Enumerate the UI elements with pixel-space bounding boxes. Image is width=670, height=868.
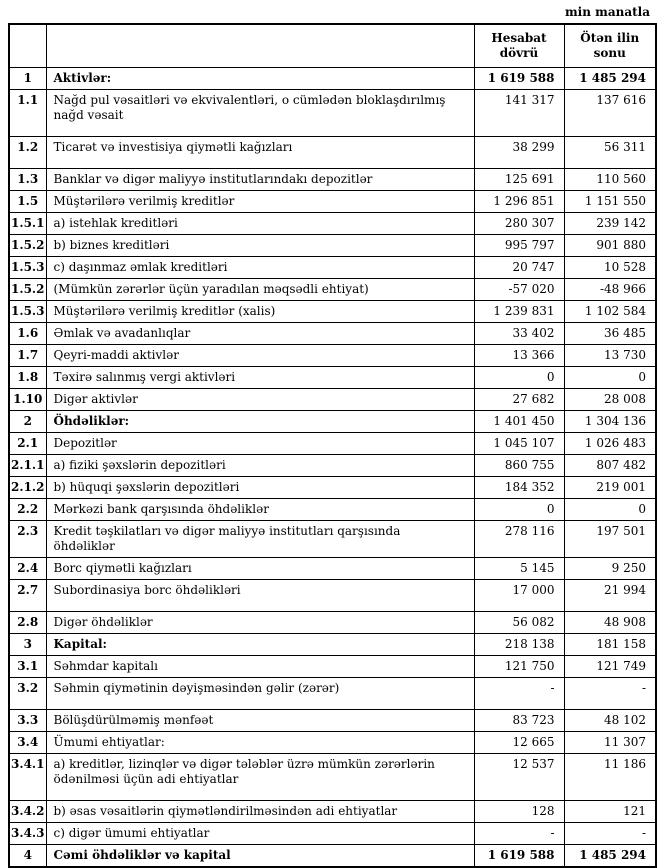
row-number: 3.3 — [9, 709, 46, 731]
row-number: 4 — [9, 844, 46, 867]
row-number: 3 — [9, 633, 46, 655]
row-value-previous-year: 239 142 — [564, 212, 656, 234]
table-row — [9, 655, 656, 677]
row-value-current-period: 0 — [474, 366, 564, 388]
row-value-previous-year: 0 — [564, 366, 656, 388]
row-value-previous-year: 219 001 — [564, 476, 656, 498]
table-row — [9, 344, 656, 366]
row-label: Müştərilərə verilmiş kreditlər (xalis) — [46, 300, 474, 322]
row-number: 1.5.3 — [9, 256, 46, 278]
row-label: a) kreditlər, lizinqlər və digər tələblər üzrə mümkün zərərlərin ödənilməsi üçün adi ehtiyatlar — [46, 753, 474, 800]
table-row — [9, 844, 656, 867]
row-label: Mərkəzi bank qarşısında öhdəliklər — [46, 498, 474, 520]
row-value-previous-year: 0 — [564, 498, 656, 520]
row-value-current-period: 1 296 851 — [474, 190, 564, 212]
row-number: 1.5.3 — [9, 300, 46, 322]
row-number: 1.5.1 — [9, 212, 46, 234]
row-value-previous-year: 121 749 — [564, 655, 656, 677]
balance-sheet-table — [8, 23, 657, 868]
row-label: Qeyri-maddi aktivlər — [46, 344, 474, 366]
row-number: 1.6 — [9, 322, 46, 344]
row-number: 1.7 — [9, 344, 46, 366]
row-label: Digər öhdəliklər — [46, 611, 474, 633]
table-row — [9, 212, 656, 234]
table-row — [9, 432, 656, 454]
row-label: Digər aktivlər — [46, 388, 474, 410]
row-number: 1.1 — [9, 89, 46, 136]
table-body — [9, 67, 656, 867]
table-row — [9, 611, 656, 633]
row-value-previous-year: 11 307 — [564, 731, 656, 753]
row-value-current-period: 1 619 588 — [474, 67, 564, 89]
row-number: 1.5.2 — [9, 278, 46, 300]
row-value-current-period: 27 682 — [474, 388, 564, 410]
row-value-previous-year: 1 485 294 — [564, 67, 656, 89]
table-row — [9, 753, 656, 800]
row-label: Depozitlər — [46, 432, 474, 454]
row-label: Öhdəliklər: — [46, 410, 474, 432]
row-label: Bölüşdürülməmiş mənfəət — [46, 709, 474, 731]
row-value-previous-year: 1 102 584 — [564, 300, 656, 322]
row-label: b) biznes kreditləri — [46, 234, 474, 256]
table-row — [9, 67, 656, 89]
table-row — [9, 633, 656, 655]
row-value-previous-year: 1 026 483 — [564, 432, 656, 454]
row-value-current-period: 5 145 — [474, 557, 564, 579]
header-description-cell — [46, 24, 474, 67]
row-label: a) istehlak kreditləri — [46, 212, 474, 234]
row-number: 1.10 — [9, 388, 46, 410]
row-value-current-period: 38 299 — [474, 136, 564, 168]
row-number: 2.8 — [9, 611, 46, 633]
row-value-current-period: 860 755 — [474, 454, 564, 476]
row-value-current-period: 12 665 — [474, 731, 564, 753]
row-value-previous-year: 10 528 — [564, 256, 656, 278]
unit-note: min manatla — [564, 5, 650, 19]
row-value-current-period: 20 747 — [474, 256, 564, 278]
row-value-current-period: 128 — [474, 800, 564, 822]
row-number: 1 — [9, 67, 46, 89]
row-value-current-period: 17 000 — [474, 579, 564, 611]
row-value-previous-year: 28 008 — [564, 388, 656, 410]
row-number: 2.1.1 — [9, 454, 46, 476]
row-value-current-period: 280 307 — [474, 212, 564, 234]
row-label: Nağd pul vəsaitləri və ekvivalentləri, o cümlədən bloklaşdırılmış nağd vəsait — [46, 89, 474, 136]
table-row — [9, 300, 656, 322]
table-row — [9, 520, 656, 557]
row-label: Səhmin qiymətinin dəyişməsindən gəlir (zərər) — [46, 677, 474, 709]
row-label: Banklar və digər maliyyə institutlarındakı depozitlər — [46, 168, 474, 190]
row-label: Səhmdar kapitalı — [46, 655, 474, 677]
header-current-period: Hesabat dövrü — [474, 24, 564, 67]
row-value-previous-year: 48 102 — [564, 709, 656, 731]
row-number: 3.2 — [9, 677, 46, 709]
row-number: 3.4.1 — [9, 753, 46, 800]
row-number: 2.1 — [9, 432, 46, 454]
row-value-previous-year: 137 616 — [564, 89, 656, 136]
row-label: Borc qiymətli kağızları — [46, 557, 474, 579]
row-label: Cəmi öhdəliklər və kapital — [46, 844, 474, 867]
header-previous-year-end: Ötən ilin sonu — [564, 24, 656, 67]
row-value-previous-year: 1 485 294 — [564, 844, 656, 867]
row-value-current-period: 184 352 — [474, 476, 564, 498]
row-value-current-period: 141 317 — [474, 89, 564, 136]
row-value-current-period: 13 366 — [474, 344, 564, 366]
row-value-previous-year: 36 485 — [564, 322, 656, 344]
row-value-current-period: 1 401 450 — [474, 410, 564, 432]
table-row — [9, 410, 656, 432]
row-number: 2.3 — [9, 520, 46, 557]
row-value-previous-year: 21 994 — [564, 579, 656, 611]
row-label: Əmlak və avadanlıqlar — [46, 322, 474, 344]
row-value-current-period: 12 537 — [474, 753, 564, 800]
header-row — [9, 24, 656, 67]
row-label: Ümumi ehtiyatlar: — [46, 731, 474, 753]
row-value-previous-year: 13 730 — [564, 344, 656, 366]
row-number: 3.1 — [9, 655, 46, 677]
row-label: Müştərilərə verilmiş kreditlər — [46, 190, 474, 212]
row-value-current-period: -57 020 — [474, 278, 564, 300]
row-number: 1.2 — [9, 136, 46, 168]
row-number: 3.4.2 — [9, 800, 46, 822]
table-row — [9, 476, 656, 498]
table-row — [9, 579, 656, 611]
table-row — [9, 168, 656, 190]
row-value-previous-year: - — [564, 822, 656, 844]
row-label: a) fiziki şəxslərin depozitləri — [46, 454, 474, 476]
row-value-current-period: - — [474, 677, 564, 709]
row-label: Ticarət və investisiya qiymətli kağızları — [46, 136, 474, 168]
row-number: 2.7 — [9, 579, 46, 611]
table-row — [9, 89, 656, 136]
row-number: 2 — [9, 410, 46, 432]
row-value-current-period: - — [474, 822, 564, 844]
row-value-current-period: 121 750 — [474, 655, 564, 677]
row-value-current-period: 218 138 — [474, 633, 564, 655]
row-number: 1.5.2 — [9, 234, 46, 256]
row-label: Aktivlər: — [46, 67, 474, 89]
table-row — [9, 278, 656, 300]
row-label: Kapital: — [46, 633, 474, 655]
table-row — [9, 190, 656, 212]
table-row — [9, 498, 656, 520]
row-value-previous-year: 1 304 136 — [564, 410, 656, 432]
row-number: 1.8 — [9, 366, 46, 388]
table-header — [9, 24, 656, 67]
row-value-current-period: 125 691 — [474, 168, 564, 190]
row-value-previous-year: 56 311 — [564, 136, 656, 168]
row-value-previous-year: 807 482 — [564, 454, 656, 476]
row-value-current-period: 0 — [474, 498, 564, 520]
row-value-previous-year: 48 908 — [564, 611, 656, 633]
row-label: c) daşınmaz əmlak kreditləri — [46, 256, 474, 278]
row-value-previous-year: 9 250 — [564, 557, 656, 579]
row-label: (Mümkün zərərlər üçün yaradılan məqsədli ehtiyat) — [46, 278, 474, 300]
row-label: Təxirə salınmış vergi aktivləri — [46, 366, 474, 388]
table-row — [9, 322, 656, 344]
table-row — [9, 709, 656, 731]
row-value-previous-year: 110 560 — [564, 168, 656, 190]
table-row — [9, 388, 656, 410]
row-number: 3.4 — [9, 731, 46, 753]
row-value-previous-year: 121 — [564, 800, 656, 822]
row-value-previous-year: 901 880 — [564, 234, 656, 256]
row-label: Subordinasiya borc öhdəlikləri — [46, 579, 474, 611]
row-number: 1.5 — [9, 190, 46, 212]
row-value-previous-year: -48 966 — [564, 278, 656, 300]
row-value-current-period: 995 797 — [474, 234, 564, 256]
table-row — [9, 822, 656, 844]
row-value-current-period: 33 402 — [474, 322, 564, 344]
table-row — [9, 256, 656, 278]
table-row — [9, 234, 656, 256]
row-label: b) hüquqi şəxslərin depozitləri — [46, 476, 474, 498]
row-number: 2.4 — [9, 557, 46, 579]
row-value-current-period: 83 723 — [474, 709, 564, 731]
row-label: Kredit təşkilatları və digər maliyyə institutları qarşısında öhdəliklər — [46, 520, 474, 557]
table-row — [9, 731, 656, 753]
row-number: 2.1.2 — [9, 476, 46, 498]
table-row — [9, 136, 656, 168]
table-row — [9, 800, 656, 822]
header-number-cell — [9, 24, 46, 67]
table-row — [9, 557, 656, 579]
row-label: b) əsas vəsaitlərin qiymətləndirilməsindən adi ehtiyatlar — [46, 800, 474, 822]
row-value-current-period: 1 619 588 — [474, 844, 564, 867]
row-value-current-period: 1 239 831 — [474, 300, 564, 322]
row-value-previous-year: - — [564, 677, 656, 709]
table-row — [9, 366, 656, 388]
row-number: 1.3 — [9, 168, 46, 190]
row-number: 2.2 — [9, 498, 46, 520]
table-row — [9, 454, 656, 476]
row-value-current-period: 278 116 — [474, 520, 564, 557]
row-label: c) digər ümumi ehtiyatlar — [46, 822, 474, 844]
row-number: 3.4.3 — [9, 822, 46, 844]
row-value-current-period: 1 045 107 — [474, 432, 564, 454]
row-value-current-period: 56 082 — [474, 611, 564, 633]
row-value-previous-year: 1 151 550 — [564, 190, 656, 212]
row-value-previous-year: 197 501 — [564, 520, 656, 557]
table-row — [9, 677, 656, 709]
row-value-previous-year: 181 158 — [564, 633, 656, 655]
row-value-previous-year: 11 186 — [564, 753, 656, 800]
